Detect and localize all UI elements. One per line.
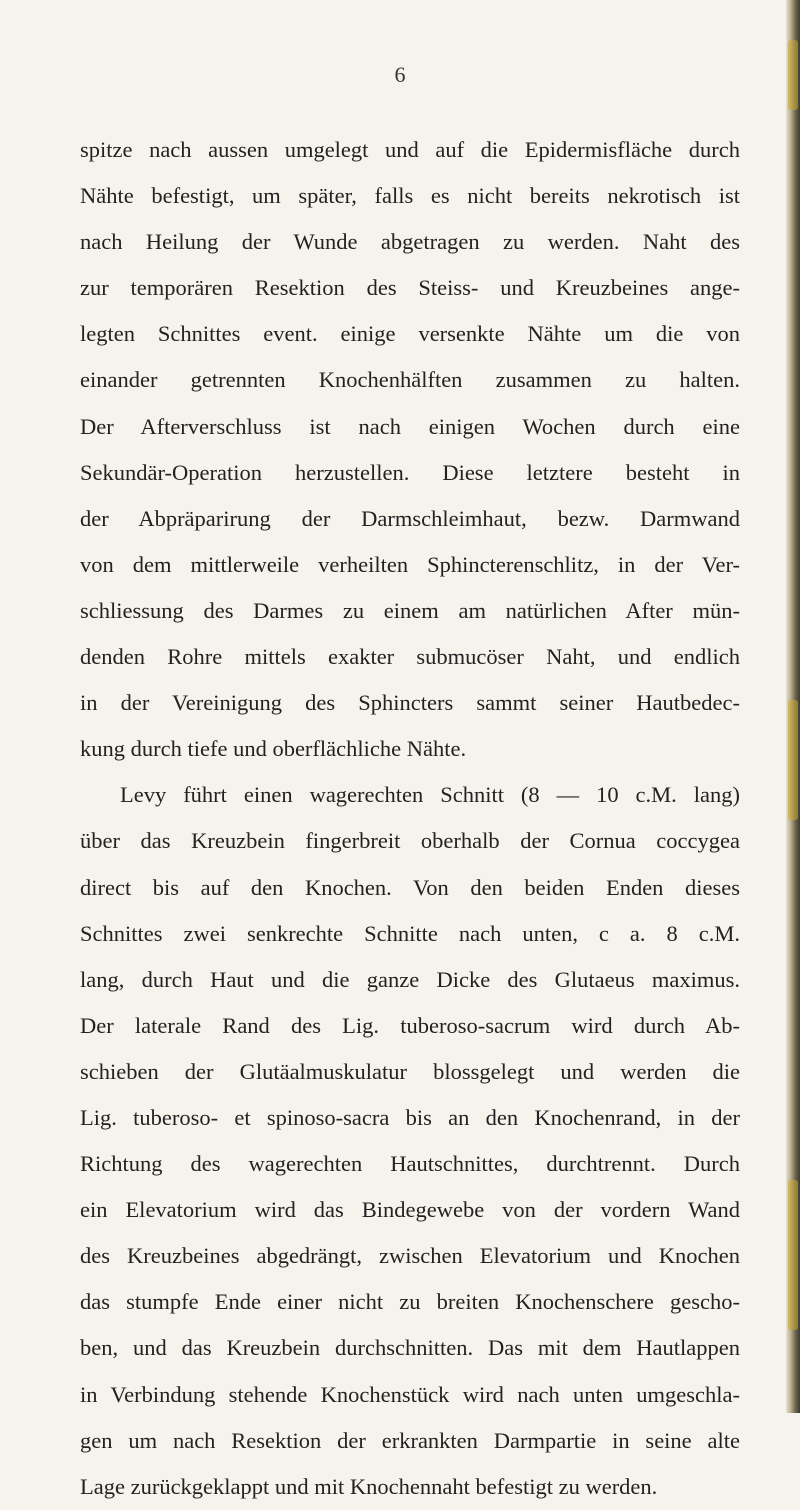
text-line: ben, und das Kreuzbein durchschnitten. Das mit dem Hautlappen	[80, 1335, 740, 1361]
text-line: Lage zurückgeklappt und mit Knochennaht befestigt zu werden.	[80, 1473, 658, 1499]
text-line: zur temporären Resektion des Steiss- und Kreuzbeines ange-	[80, 275, 740, 301]
text-line: über das Kreuzbein fingerbreit oberhalb der Cornua coccygea	[80, 828, 740, 854]
text-line: Der Afterverschluss ist nach einigen Wochen durch eine	[80, 413, 740, 439]
text-line: kung durch tiefe und oberflächliche Nähte.	[80, 736, 467, 762]
text-line: Lig. tuberoso- et spinoso-sacra bis an den Knochenrand, in der	[80, 1104, 740, 1130]
text-line: gen um nach Resektion der erkrankten Darmpartie in seine alte	[80, 1427, 740, 1453]
scan-stain	[788, 40, 798, 110]
text-line: Schnittes zwei senkrechte Schnitte nach unten, c a. 8 c.M.	[80, 920, 740, 946]
text-line: lang, durch Haut und die ganze Dicke des Glutaeus maximus.	[80, 966, 740, 992]
text-line: der Abpräparirung der Darmschleimhaut, bezw. Darmwand	[80, 505, 740, 531]
text-line: Sekundär-Operation herzustellen. Diese letztere besteht in	[80, 459, 740, 485]
text-line: das stumpfe Ende einer nicht zu breiten Knochenschere gescho-	[80, 1289, 740, 1315]
body-text	[80, 127, 740, 1510]
text-line: in Verbindung stehende Knochenstück wird nach unten umgeschla-	[80, 1381, 740, 1407]
scan-stain	[788, 700, 798, 820]
text-line: direct bis auf den Knochen. Von den beiden Enden dieses	[80, 874, 740, 900]
scan-edge	[786, 0, 800, 1413]
text-line: schieben der Glutäalmuskulatur blossgelegt und werden die	[80, 1058, 740, 1084]
text-line: in der Vereinigung des Sphincters sammt seiner Hautbedec-	[80, 690, 740, 716]
text-line: schliessung des Darmes zu einem am natürlichen After mün-	[80, 597, 740, 623]
text-line: legten Schnittes event. einige versenkte Nähte um die von	[80, 321, 740, 347]
text-line: Der laterale Rand des Lig. tuberoso-sacrum wird durch Ab-	[80, 1012, 740, 1038]
page-number: 6	[394, 62, 406, 87]
text-line: einander getrennten Knochenhälften zusammen zu halten.	[80, 367, 740, 393]
text-line: Levy führt einen wagerechten Schnitt (8 — 10 c.M. lang)	[120, 782, 740, 808]
text-line: des Kreuzbeines abgedrängt, zwischen Elevatorium und Knochen	[80, 1243, 740, 1269]
text-line: Nähte befestigt, um später, falls es nicht bereits nekrotisch ist	[80, 183, 740, 209]
text-line: ein Elevatorium wird das Bindegewebe von der vordern Wand	[80, 1197, 740, 1223]
text-line: von dem mittlerweile verheilten Sphincterenschlitz, in der Ver-	[80, 551, 740, 577]
text-line: nach Heilung der Wunde abgetragen zu werden. Naht des	[80, 229, 740, 255]
text-line: denden Rohre mittels exakter submucöser Naht, und endlich	[80, 644, 740, 670]
text-line: Richtung des wagerechten Hautschnittes, durchtrennt. Durch	[80, 1151, 740, 1177]
text-line: spitze nach aussen umgelegt und auf die Epidermisfläche durch	[80, 137, 740, 162]
scan-stain	[788, 1180, 798, 1330]
